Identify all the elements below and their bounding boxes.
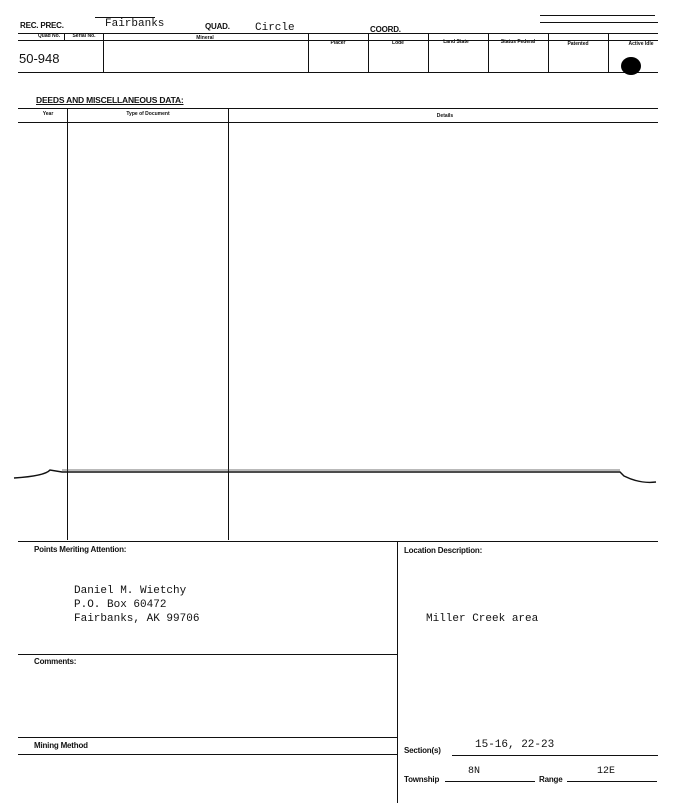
bottom-divider — [397, 541, 398, 803]
col-serial-no: Serial No. — [72, 33, 96, 39]
range-underline — [567, 781, 657, 782]
quad-label: QUAD. — [205, 22, 230, 31]
points-line-3: Fairbanks, AK 99706 — [74, 613, 200, 625]
range-label: Range — [539, 775, 563, 784]
points-line-1: Daniel M. Wietchy — [74, 585, 187, 597]
header-top-line-right — [540, 15, 655, 16]
section-label: Section(s) — [404, 746, 441, 755]
township-value: 8N — [468, 766, 481, 777]
mining-method-label: Mining Method — [34, 741, 88, 750]
township-underline — [445, 781, 535, 782]
claims-divider — [64, 33, 65, 40]
col-details: Details — [436, 113, 454, 119]
comments-top-line — [18, 654, 397, 655]
deeds-heading: DEEDS AND MISCELLANEOUS DATA: — [36, 95, 184, 105]
points-label: Points Meriting Attention: — [34, 545, 127, 554]
header-top-line-right-2 — [540, 22, 658, 23]
col-mineral: Mineral — [196, 35, 214, 41]
rec-prec-label: REC. PREC. — [20, 21, 64, 30]
mining-method-top-line — [18, 737, 397, 738]
township-label: Township — [404, 775, 440, 784]
active-status-dot — [621, 57, 641, 75]
claims-divider — [103, 33, 104, 72]
range-value: 12E — [597, 766, 616, 777]
col-land-state: Land State — [443, 39, 469, 45]
col-quad-no: Quad No. — [37, 33, 61, 39]
col-lode: Lode — [392, 40, 404, 46]
col-active-idle: Active Idle — [628, 41, 654, 47]
quad-value: Circle — [255, 22, 295, 34]
claims-divider — [548, 33, 549, 72]
claims-table-bottom-line — [18, 72, 658, 73]
col-type-of-document: Type of Document — [126, 111, 170, 117]
mining-method-line — [18, 754, 397, 755]
location-label: Location Description: — [404, 546, 483, 555]
claims-divider — [368, 33, 369, 72]
points-top-line — [18, 541, 658, 542]
claims-table-top-line — [18, 33, 658, 34]
section-value: 15-16, 22-23 — [475, 739, 555, 751]
points-line-2: P.O. Box 60472 — [74, 599, 167, 611]
coord-label: COORD. — [370, 25, 401, 34]
section-underline — [452, 755, 658, 756]
comments-label: Comments: — [34, 657, 77, 666]
location-value: Miller Creek area — [426, 613, 539, 625]
col-patented: Patented — [567, 41, 589, 47]
deeds-top-line — [18, 108, 658, 109]
col-status-federal: Status Federal — [500, 39, 536, 45]
page-join-line — [0, 460, 678, 490]
rec-prec-value: Fairbanks — [105, 18, 165, 30]
claims-divider — [488, 33, 489, 72]
claims-divider — [608, 33, 609, 72]
header-top-line-left — [95, 17, 155, 18]
deeds-header-line — [18, 122, 658, 123]
col-year: Year — [42, 111, 54, 117]
claims-divider — [308, 33, 309, 72]
quad-no-value: 50-948 — [19, 51, 60, 66]
claims-divider — [428, 33, 429, 72]
col-placer: Placer — [330, 40, 346, 46]
